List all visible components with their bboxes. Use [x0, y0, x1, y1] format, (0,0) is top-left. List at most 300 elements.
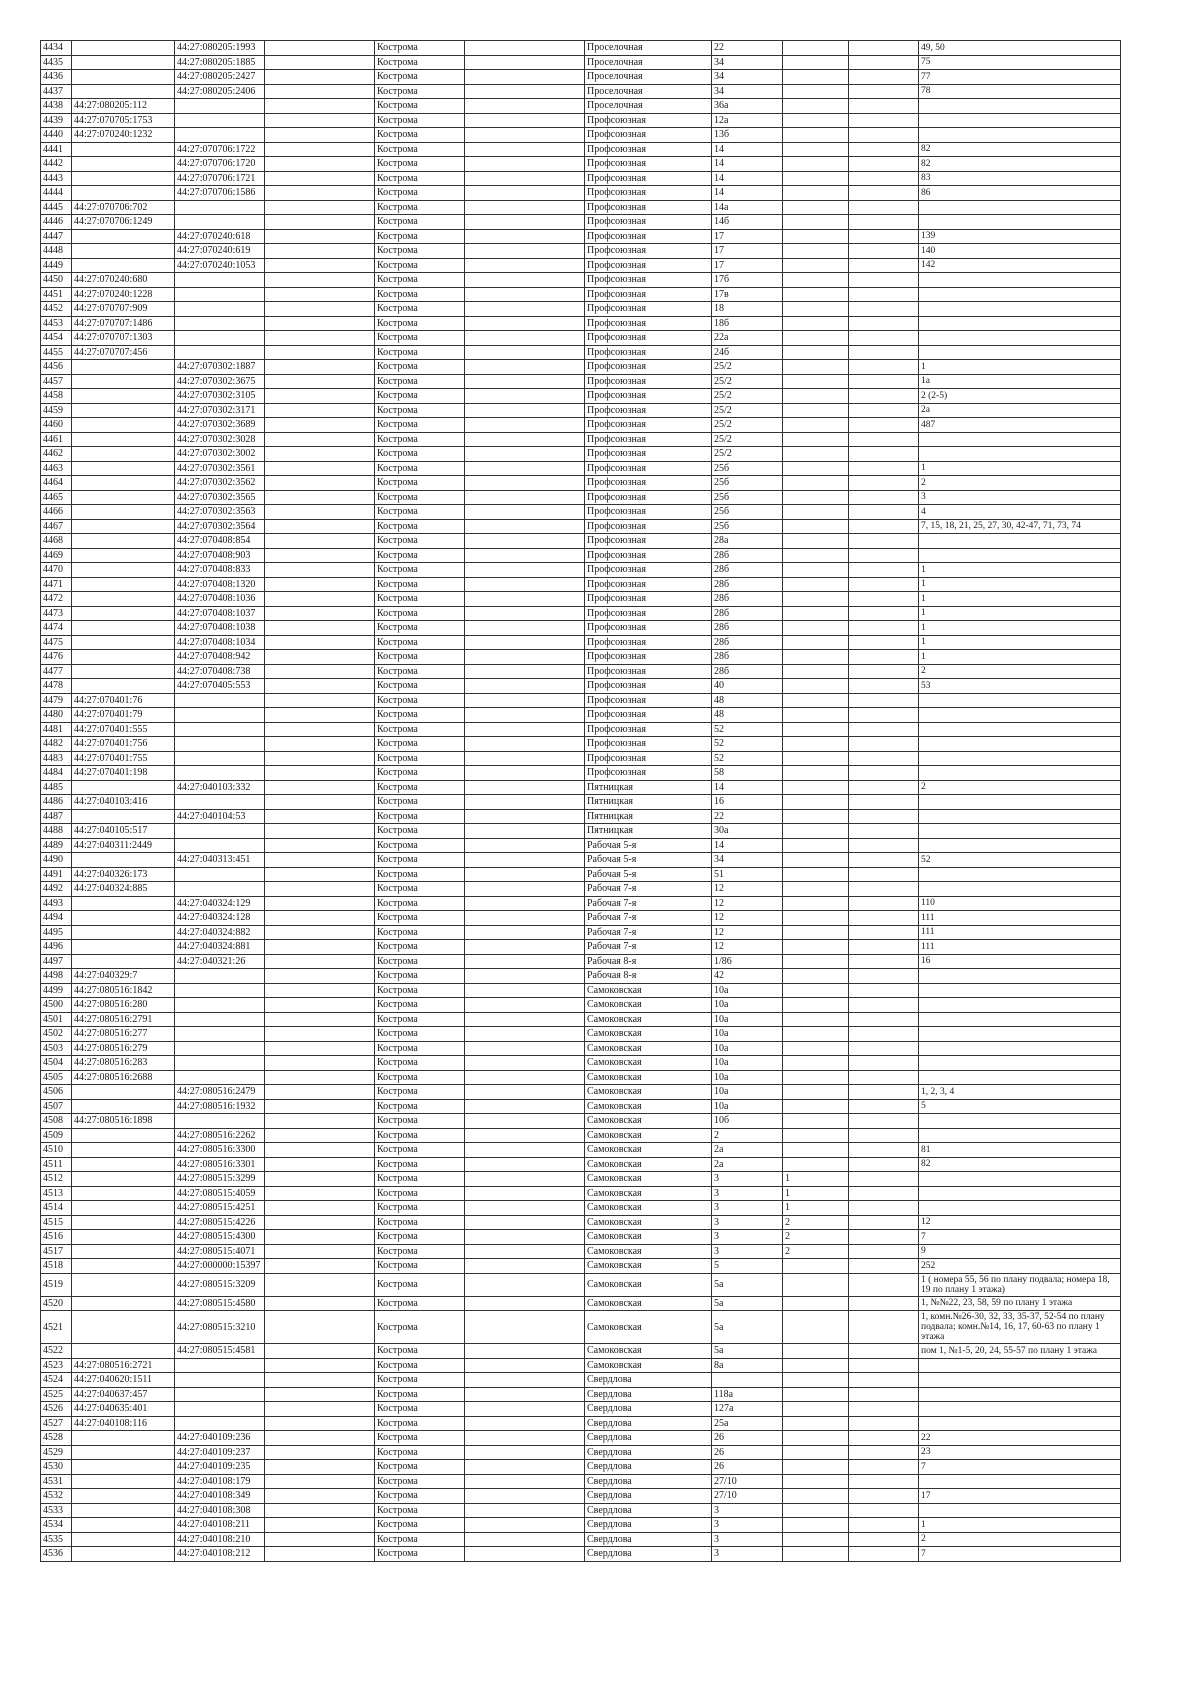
- building-cadastral-number: [72, 229, 175, 244]
- house-number-cell: 2а: [712, 1157, 783, 1172]
- district-cell: [465, 476, 585, 491]
- row-number: 4457: [41, 374, 72, 389]
- street-cell: Самоковская: [585, 1012, 712, 1027]
- building-cadastral-number: [72, 1460, 175, 1475]
- house-number-cell: 10а: [712, 1056, 783, 1071]
- building-cell: 1: [783, 1172, 849, 1187]
- house-number-cell: 14: [712, 186, 783, 201]
- region-cell: [265, 1416, 375, 1431]
- city-cell: Кострома: [375, 737, 465, 752]
- letter-cell: [849, 969, 919, 984]
- street-cell: Самоковская: [585, 1128, 712, 1143]
- house-number-cell: 28б: [712, 592, 783, 607]
- district-cell: [465, 258, 585, 273]
- row-number: 4518: [41, 1259, 72, 1274]
- building-cell: [783, 505, 849, 520]
- premises-number-cell: 1, комн.№26-30, 32, 33, 35-37, 52-54 по плану подвала; комн.№14, 16, 17, 60-63 по плану 1 этажа: [919, 1311, 1121, 1344]
- row-number: 4530: [41, 1460, 72, 1475]
- building-cell: [783, 1311, 849, 1344]
- table-row: [41, 476, 1121, 491]
- building-cell: [783, 954, 849, 969]
- row-number: 4488: [41, 824, 72, 839]
- row-number: 4450: [41, 273, 72, 288]
- region-cell: [265, 1547, 375, 1562]
- row-number: 4468: [41, 534, 72, 549]
- table-row: [41, 244, 1121, 259]
- building-cadastral-number: [72, 809, 175, 824]
- city-cell: Кострома: [375, 360, 465, 375]
- region-cell: [265, 722, 375, 737]
- city-cell: Кострома: [375, 534, 465, 549]
- street-cell: Профсоюзная: [585, 548, 712, 563]
- region-cell: [265, 1114, 375, 1129]
- table-row: [41, 809, 1121, 824]
- letter-cell: [849, 1027, 919, 1042]
- city-cell: Кострома: [375, 84, 465, 99]
- table-row: [41, 737, 1121, 752]
- row-number: 4492: [41, 882, 72, 897]
- region-cell: [265, 389, 375, 404]
- district-cell: [465, 55, 585, 70]
- city-cell: Кострома: [375, 374, 465, 389]
- street-cell: Самоковская: [585, 1172, 712, 1187]
- row-number: 4491: [41, 867, 72, 882]
- city-cell: Кострома: [375, 1201, 465, 1216]
- region-cell: [265, 1474, 375, 1489]
- building-cell: [783, 896, 849, 911]
- street-cell: Свердлова: [585, 1445, 712, 1460]
- street-cell: Профсоюзная: [585, 621, 712, 636]
- letter-cell: [849, 577, 919, 592]
- house-number-cell: 58: [712, 766, 783, 781]
- house-number-cell: 25б: [712, 519, 783, 534]
- street-cell: Профсоюзная: [585, 302, 712, 317]
- region-cell: [265, 577, 375, 592]
- region-cell: [265, 229, 375, 244]
- row-number: 4509: [41, 1128, 72, 1143]
- table-row: [41, 911, 1121, 926]
- premises-number-cell: 7: [919, 1230, 1121, 1245]
- table-row: [41, 41, 1121, 56]
- premises-number-cell: 2: [919, 476, 1121, 491]
- region-cell: [265, 780, 375, 795]
- city-cell: Кострома: [375, 1027, 465, 1042]
- table-row: [41, 186, 1121, 201]
- letter-cell: [849, 476, 919, 491]
- region-cell: [265, 41, 375, 56]
- letter-cell: [849, 244, 919, 259]
- row-number: 4473: [41, 606, 72, 621]
- building-cadastral-number: [72, 447, 175, 462]
- building-cadastral-number: [72, 606, 175, 621]
- district-cell: [465, 316, 585, 331]
- street-cell: Самоковская: [585, 1143, 712, 1158]
- letter-cell: [849, 534, 919, 549]
- table-row: [41, 954, 1121, 969]
- building-cadastral-number: 44:27:070707:456: [72, 345, 175, 360]
- city-cell: Кострома: [375, 1344, 465, 1359]
- room-cadastral-number: [175, 1056, 265, 1071]
- city-cell: Кострома: [375, 1273, 465, 1296]
- house-number-cell: 8а: [712, 1358, 783, 1373]
- letter-cell: [849, 519, 919, 534]
- row-number: 4497: [41, 954, 72, 969]
- letter-cell: [849, 113, 919, 128]
- building-cell: 1: [783, 1186, 849, 1201]
- letter-cell: [849, 1311, 919, 1344]
- region-cell: [265, 1387, 375, 1402]
- district-cell: [465, 157, 585, 172]
- building-cadastral-number: [72, 1143, 175, 1158]
- city-cell: Кострома: [375, 41, 465, 56]
- city-cell: Кострома: [375, 186, 465, 201]
- room-cadastral-number: 44:27:040109:237: [175, 1445, 265, 1460]
- letter-cell: [849, 1056, 919, 1071]
- district-cell: [465, 592, 585, 607]
- city-cell: Кострома: [375, 345, 465, 360]
- building-cadastral-number: 44:27:080516:2721: [72, 1358, 175, 1373]
- table-row: [41, 1344, 1121, 1359]
- table-row: [41, 1259, 1121, 1274]
- row-number: 4443: [41, 171, 72, 186]
- letter-cell: [849, 389, 919, 404]
- premises-number-cell: 5: [919, 1099, 1121, 1114]
- house-number-cell: 10а: [712, 983, 783, 998]
- building-cadastral-number: [72, 1273, 175, 1296]
- letter-cell: [849, 911, 919, 926]
- district-cell: [465, 1460, 585, 1475]
- district-cell: [465, 1230, 585, 1245]
- building-cadastral-number: 44:27:070707:1303: [72, 331, 175, 346]
- street-cell: Свердлова: [585, 1460, 712, 1475]
- street-cell: Свердлова: [585, 1503, 712, 1518]
- street-cell: Проселочная: [585, 41, 712, 56]
- table-row: [41, 925, 1121, 940]
- district-cell: [465, 1344, 585, 1359]
- room-cadastral-number: [175, 751, 265, 766]
- street-cell: Профсоюзная: [585, 258, 712, 273]
- district-cell: [465, 969, 585, 984]
- premises-number-cell: [919, 345, 1121, 360]
- district-cell: [465, 331, 585, 346]
- building-cadastral-number: 44:27:070240:1232: [72, 128, 175, 143]
- district-cell: [465, 1431, 585, 1446]
- building-cadastral-number: 44:27:080516:280: [72, 998, 175, 1013]
- district-cell: [465, 998, 585, 1013]
- street-cell: Самоковская: [585, 1085, 712, 1100]
- building-cell: [783, 142, 849, 157]
- building-cell: [783, 186, 849, 201]
- city-cell: Кострома: [375, 418, 465, 433]
- region-cell: [265, 1489, 375, 1504]
- region-cell: [265, 490, 375, 505]
- table-row: [41, 447, 1121, 462]
- region-cell: [265, 838, 375, 853]
- district-cell: [465, 1489, 585, 1504]
- house-number-cell: 28а: [712, 534, 783, 549]
- letter-cell: [849, 896, 919, 911]
- region-cell: [265, 940, 375, 955]
- street-cell: Профсоюзная: [585, 606, 712, 621]
- house-number-cell: 17: [712, 258, 783, 273]
- region-cell: [265, 84, 375, 99]
- building-cadastral-number: 44:27:070401:756: [72, 737, 175, 752]
- building-cell: [783, 606, 849, 621]
- premises-number-cell: [919, 824, 1121, 839]
- house-number-cell: 25/2: [712, 374, 783, 389]
- letter-cell: [849, 1201, 919, 1216]
- region-cell: [265, 287, 375, 302]
- district-cell: [465, 41, 585, 56]
- table-row: [41, 969, 1121, 984]
- building-cadastral-number: 44:27:040637:457: [72, 1387, 175, 1402]
- building-cell: [783, 751, 849, 766]
- district-cell: [465, 418, 585, 433]
- district-cell: [465, 853, 585, 868]
- table-row: [41, 389, 1121, 404]
- district-cell: [465, 84, 585, 99]
- district-cell: [465, 664, 585, 679]
- street-cell: Профсоюзная: [585, 577, 712, 592]
- city-cell: Кострома: [375, 432, 465, 447]
- building-cell: [783, 215, 849, 230]
- room-cadastral-number: [175, 867, 265, 882]
- district-cell: [465, 954, 585, 969]
- room-cadastral-number: 44:27:070302:3561: [175, 461, 265, 476]
- row-number: 4501: [41, 1012, 72, 1027]
- city-cell: Кострома: [375, 1114, 465, 1129]
- letter-cell: [849, 1489, 919, 1504]
- row-number: 4482: [41, 737, 72, 752]
- building-cadastral-number: [72, 534, 175, 549]
- table-row: [41, 157, 1121, 172]
- room-cadastral-number: 44:27:070302:3002: [175, 447, 265, 462]
- city-cell: Кострома: [375, 824, 465, 839]
- row-number: 4517: [41, 1244, 72, 1259]
- letter-cell: [849, 1273, 919, 1296]
- district-cell: [465, 1085, 585, 1100]
- room-cadastral-number: 44:27:040108:210: [175, 1532, 265, 1547]
- premises-number-cell: 81: [919, 1143, 1121, 1158]
- premises-number-cell: 1: [919, 606, 1121, 621]
- city-cell: Кострома: [375, 1085, 465, 1100]
- street-cell: Рабочая 7-я: [585, 940, 712, 955]
- premises-number-cell: [919, 1358, 1121, 1373]
- building-cell: [783, 809, 849, 824]
- letter-cell: [849, 142, 919, 157]
- building-cadastral-number: [72, 896, 175, 911]
- building-cadastral-number: 44:27:080516:277: [72, 1027, 175, 1042]
- building-cadastral-number: [72, 1296, 175, 1311]
- street-cell: Профсоюзная: [585, 316, 712, 331]
- room-cadastral-number: [175, 316, 265, 331]
- region-cell: [265, 1172, 375, 1187]
- letter-cell: [849, 1143, 919, 1158]
- building-cell: [783, 1503, 849, 1518]
- house-number-cell: 10а: [712, 1012, 783, 1027]
- house-number-cell: 25б: [712, 461, 783, 476]
- district-cell: [465, 1041, 585, 1056]
- district-cell: [465, 142, 585, 157]
- room-cadastral-number: 44:27:070302:3564: [175, 519, 265, 534]
- city-cell: Кострома: [375, 795, 465, 810]
- room-cadastral-number: 44:27:080515:4071: [175, 1244, 265, 1259]
- premises-number-cell: 1: [919, 563, 1121, 578]
- region-cell: [265, 882, 375, 897]
- row-number: 4439: [41, 113, 72, 128]
- region-cell: [265, 708, 375, 723]
- region-cell: [265, 621, 375, 636]
- house-number-cell: 10а: [712, 1070, 783, 1085]
- district-cell: [465, 345, 585, 360]
- room-cadastral-number: [175, 795, 265, 810]
- building-cadastral-number: [72, 954, 175, 969]
- table-row: [41, 824, 1121, 839]
- house-number-cell: 25б: [712, 490, 783, 505]
- district-cell: [465, 403, 585, 418]
- city-cell: Кострома: [375, 1296, 465, 1311]
- table-row: [41, 563, 1121, 578]
- district-cell: [465, 1143, 585, 1158]
- table-row: [41, 1085, 1121, 1100]
- row-number: 4456: [41, 360, 72, 375]
- building-cell: [783, 1358, 849, 1373]
- region-cell: [265, 998, 375, 1013]
- room-cadastral-number: 44:27:070405:553: [175, 679, 265, 694]
- table-row: [41, 1172, 1121, 1187]
- letter-cell: [849, 1259, 919, 1274]
- building-cadastral-number: [72, 925, 175, 940]
- letter-cell: [849, 679, 919, 694]
- table-row: [41, 983, 1121, 998]
- row-number: 4474: [41, 621, 72, 636]
- table-row: [41, 258, 1121, 273]
- region-cell: [265, 374, 375, 389]
- region-cell: [265, 679, 375, 694]
- region-cell: [265, 795, 375, 810]
- building-cadastral-number: [72, 70, 175, 85]
- row-number: 4500: [41, 998, 72, 1013]
- district-cell: [465, 113, 585, 128]
- region-cell: [265, 1186, 375, 1201]
- district-cell: [465, 447, 585, 462]
- room-cadastral-number: 44:27:040109:235: [175, 1460, 265, 1475]
- house-number-cell: 30а: [712, 824, 783, 839]
- building-cell: [783, 360, 849, 375]
- building-cell: [783, 708, 849, 723]
- table-row: [41, 1445, 1121, 1460]
- house-number-cell: 3: [712, 1518, 783, 1533]
- street-cell: Профсоюзная: [585, 751, 712, 766]
- building-cadastral-number: [72, 490, 175, 505]
- room-cadastral-number: 44:27:040108:308: [175, 1503, 265, 1518]
- city-cell: Кострома: [375, 940, 465, 955]
- house-number-cell: 34: [712, 84, 783, 99]
- building-cell: [783, 244, 849, 259]
- table-row: [41, 621, 1121, 636]
- row-number: 4507: [41, 1099, 72, 1114]
- building-cadastral-number: [72, 186, 175, 201]
- city-cell: Кострома: [375, 1373, 465, 1388]
- building-cell: [783, 882, 849, 897]
- row-number: 4512: [41, 1172, 72, 1187]
- region-cell: [265, 1431, 375, 1446]
- district-cell: [465, 606, 585, 621]
- building-cadastral-number: [72, 258, 175, 273]
- table-row: [41, 1157, 1121, 1172]
- building-cadastral-number: [72, 1489, 175, 1504]
- region-cell: [265, 824, 375, 839]
- street-cell: Профсоюзная: [585, 650, 712, 665]
- district-cell: [465, 186, 585, 201]
- letter-cell: [849, 1416, 919, 1431]
- table-row: [41, 374, 1121, 389]
- row-number: 4486: [41, 795, 72, 810]
- street-cell: Свердлова: [585, 1532, 712, 1547]
- building-cell: [783, 200, 849, 215]
- table-row: [41, 432, 1121, 447]
- house-number-cell: 52: [712, 722, 783, 737]
- row-number: 4475: [41, 635, 72, 650]
- letter-cell: [849, 838, 919, 853]
- district-cell: [465, 824, 585, 839]
- row-number: 4440: [41, 128, 72, 143]
- row-number: 4535: [41, 1532, 72, 1547]
- letter-cell: [849, 99, 919, 114]
- room-cadastral-number: [175, 287, 265, 302]
- building-cadastral-number: 44:27:070706:1249: [72, 215, 175, 230]
- city-cell: Кострома: [375, 244, 465, 259]
- street-cell: Рабочая 8-я: [585, 969, 712, 984]
- premises-number-cell: 52: [919, 853, 1121, 868]
- city-cell: Кострома: [375, 1489, 465, 1504]
- house-number-cell: 17в: [712, 287, 783, 302]
- building-cell: [783, 577, 849, 592]
- city-cell: Кострома: [375, 1474, 465, 1489]
- table-row: [41, 1296, 1121, 1311]
- house-number-cell: 5: [712, 1259, 783, 1274]
- room-cadastral-number: 44:27:080515:3209: [175, 1273, 265, 1296]
- table-row: [41, 302, 1121, 317]
- building-cell: [783, 1128, 849, 1143]
- city-cell: Кострома: [375, 287, 465, 302]
- city-cell: Кострома: [375, 1259, 465, 1274]
- premises-number-cell: [919, 737, 1121, 752]
- letter-cell: [849, 128, 919, 143]
- building-cadastral-number: [72, 142, 175, 157]
- building-cadastral-number: [72, 1244, 175, 1259]
- street-cell: Профсоюзная: [585, 403, 712, 418]
- district-cell: [465, 635, 585, 650]
- premises-number-cell: 1: [919, 360, 1121, 375]
- building-cell: [783, 1344, 849, 1359]
- row-number: 4510: [41, 1143, 72, 1158]
- street-cell: Свердлова: [585, 1489, 712, 1504]
- letter-cell: [849, 360, 919, 375]
- street-cell: Самоковская: [585, 1344, 712, 1359]
- district-cell: [465, 795, 585, 810]
- street-cell: Пятницкая: [585, 795, 712, 810]
- building-cadastral-number: [72, 1431, 175, 1446]
- house-number-cell: 5а: [712, 1296, 783, 1311]
- house-number-cell: 14: [712, 142, 783, 157]
- building-cell: [783, 389, 849, 404]
- row-number: 4478: [41, 679, 72, 694]
- premises-number-cell: [919, 128, 1121, 143]
- table-row: [41, 55, 1121, 70]
- premises-number-cell: 1: [919, 577, 1121, 592]
- row-number: 4466: [41, 505, 72, 520]
